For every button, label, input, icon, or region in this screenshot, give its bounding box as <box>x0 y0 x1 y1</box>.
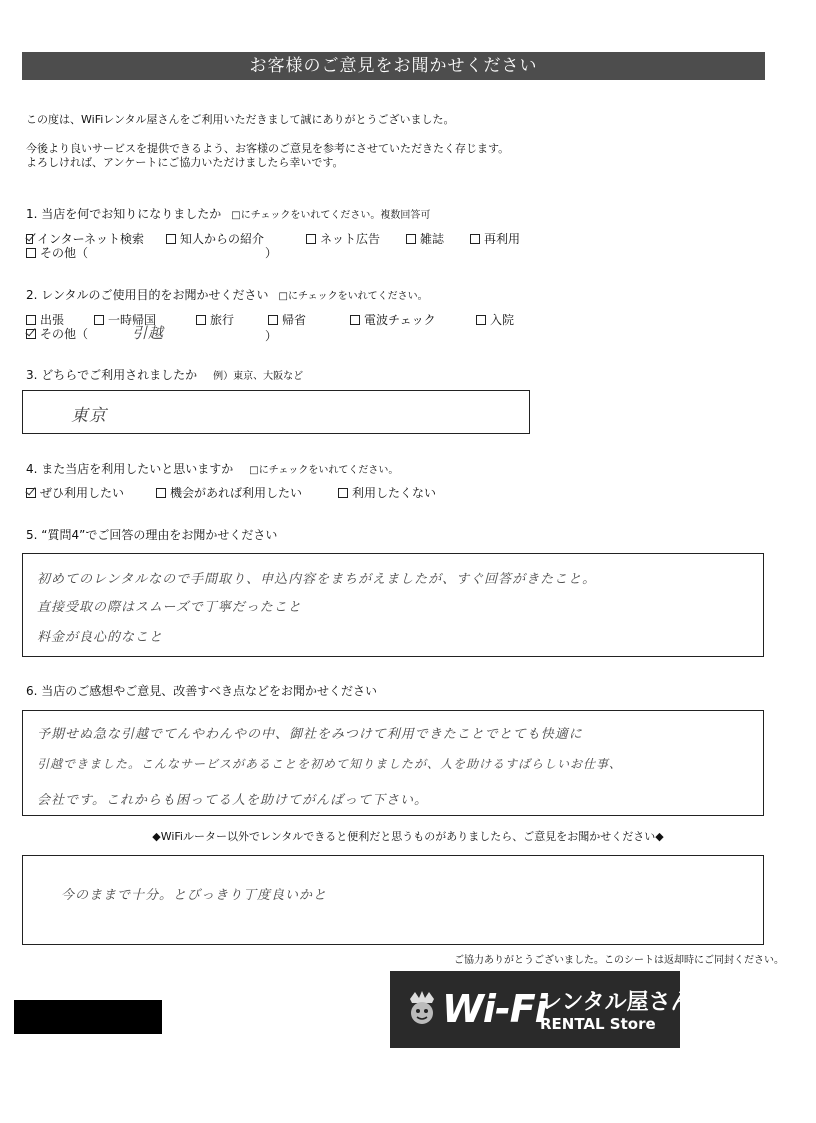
question-4-label <box>26 461 398 479</box>
q1-option-label: 知人からの紹介 <box>180 232 265 246</box>
q4-option-label: 機会があれば利用したい <box>170 486 303 500</box>
q2-option-hospital[interactable] <box>476 312 514 328</box>
checkbox-icon[interactable] <box>338 488 348 498</box>
q1-other[interactable] <box>26 245 110 261</box>
q1-option-ad[interactable] <box>306 231 384 247</box>
question-2-text: 2. レンタルのご使用目的をお聞かせください <box>26 288 269 302</box>
question-4-text: 4. また当店を利用したいと思いますか <box>26 462 234 476</box>
q1-other-close: ） <box>265 246 278 260</box>
footer-thanks: ご協力ありがとうございました。このシートは返却時にご同封ください。 <box>454 955 784 966</box>
question-3-text: 3. どちらでご利用されましたか <box>26 368 198 382</box>
checkbox-icon[interactable] <box>26 315 36 325</box>
q1-option-label: 雑誌 <box>420 232 445 246</box>
question-5-label: 5. “質問4”でご回答の理由をお聞かせください <box>26 528 278 542</box>
q1-option-label: 再利用 <box>484 232 521 246</box>
q5-answer-box[interactable] <box>22 553 764 657</box>
q2-option-other[interactable] <box>26 326 88 342</box>
q3-answer-box[interactable] <box>22 390 530 434</box>
crown-mascot-icon <box>406 989 438 1027</box>
checkbox-checked-icon[interactable] <box>26 234 33 244</box>
q2-option-label: 電波チェック <box>364 313 436 327</box>
q5-answer-line-1: 初めてのレンタルなので手間取り、申込内容をまちがえましたが、すぐ回答がきたこと。 <box>37 572 597 587</box>
question-1-note: □にチェックをいれてください。複数回答可 <box>231 210 431 221</box>
q3-answer: 東京 <box>71 406 107 426</box>
q4-option-maybe[interactable] <box>156 485 316 501</box>
logo-jp-text: レンタル屋さん <box>540 990 693 1015</box>
question-1-label <box>26 206 430 224</box>
q1-option-reuse[interactable] <box>470 231 520 247</box>
checkbox-checked-icon[interactable] <box>26 329 36 339</box>
q4-option-label: ぜひ利用したい <box>40 486 125 500</box>
checkbox-icon[interactable] <box>156 488 166 498</box>
checkbox-icon[interactable] <box>406 234 416 244</box>
q1-option-label: インターネット検索 <box>37 232 144 246</box>
q6-answer-line-3: 会社です。これからも困ってる人を助けてがんばって下さい。 <box>37 793 428 808</box>
q6-answer-line-2: 引越できました。こんなサービスがあることを初めて知りましたが、人を助けるすばらしいお仕事、 <box>37 757 623 771</box>
question-3-note: 例）東京、大阪など <box>213 371 304 382</box>
q5-answer-line-3: 料金が良心的なこと <box>37 630 164 645</box>
q2-option-label: 帰省 <box>282 313 307 327</box>
checkbox-icon[interactable] <box>476 315 486 325</box>
checkbox-icon[interactable] <box>26 248 36 258</box>
checkbox-icon[interactable] <box>470 234 480 244</box>
q7-answer: 今のままで十分。とびっきり丁度良いかと <box>61 888 328 903</box>
q6-answer-box[interactable] <box>22 710 764 816</box>
q2-other-close: ） <box>265 329 278 343</box>
checkbox-checked-icon[interactable] <box>26 488 36 498</box>
q4-option-label: 利用したくない <box>352 486 437 500</box>
logo-en-text: RENTAL Store <box>540 1015 656 1033</box>
q2-option-label: 入院 <box>490 313 515 327</box>
q7-answer-box[interactable] <box>22 855 764 945</box>
q1-other-label: その他（ <box>40 246 89 260</box>
intro-line-1: この度は、WiFiレンタル屋さんをご利用いただきまして誠にありがとうございました。 <box>26 113 455 126</box>
question-1-text: 1. 当店を何でお知りになりましたか <box>26 207 222 221</box>
checkbox-icon[interactable] <box>94 315 104 325</box>
page-header: お客様のご意見をお聞かせください <box>22 52 765 80</box>
question-2-label <box>26 287 428 305</box>
q2-option-label: 出張 <box>40 313 65 327</box>
intro-line-3: よろしければ、アンケートにご協力いただけましたら幸いです。 <box>26 156 344 169</box>
question-3-label <box>26 367 303 385</box>
q5-answer-line-2: 直接受取の際はスムーズで丁寧だったこと <box>37 600 302 615</box>
q2-option-travel[interactable] <box>196 312 246 328</box>
question-4-options <box>26 485 458 501</box>
checkbox-icon[interactable] <box>166 234 176 244</box>
q4-option-no[interactable] <box>338 485 436 501</box>
q2-option-label: 一時帰国 <box>108 313 157 327</box>
checkbox-icon[interactable] <box>306 234 316 244</box>
q2-other-label: その他（ <box>40 327 89 341</box>
checkbox-icon[interactable] <box>350 315 360 325</box>
logo-wifi-text: Wi-Fi <box>442 987 547 1031</box>
question-2-note: □にチェックをいれてください。 <box>278 291 428 302</box>
q4-option-definitely[interactable] <box>26 485 134 501</box>
q2-other-answer[interactable]: 引越 <box>132 324 165 342</box>
q2-other[interactable] <box>26 326 110 342</box>
q2-option-signal-check[interactable] <box>350 312 454 328</box>
q6-answer-line-1: 予期せぬ急な引越でてんやわんやの中、御社をみつけて利用できたことでとても快適に <box>37 727 583 742</box>
intro-line-2: 今後より良いサービスを提供できるよう、お客様のご意見を参考にさせていただきたく存じます。 <box>26 142 510 155</box>
redacted-block <box>14 1000 162 1034</box>
q1-option-label: ネット広告 <box>320 232 381 246</box>
question-4-note: □にチェックをいれてください。 <box>249 465 399 476</box>
brand-logo <box>390 971 693 1048</box>
q2-option-return-home[interactable] <box>268 312 328 328</box>
checkbox-icon[interactable] <box>196 315 206 325</box>
q1-option-magazine[interactable] <box>406 231 448 247</box>
q2-option-label: 旅行 <box>210 313 235 327</box>
checkbox-icon[interactable] <box>268 315 278 325</box>
question-6-label: 6. 当店のご感想やご意見、改善すべき点などをお聞かせください <box>26 684 378 698</box>
q1-option-other[interactable] <box>26 245 88 261</box>
question-7-label: ◆WiFiルーター以外でレンタルできると便利だと思うものがありましたら、ご意見をお聞かせください◆ <box>152 830 664 843</box>
